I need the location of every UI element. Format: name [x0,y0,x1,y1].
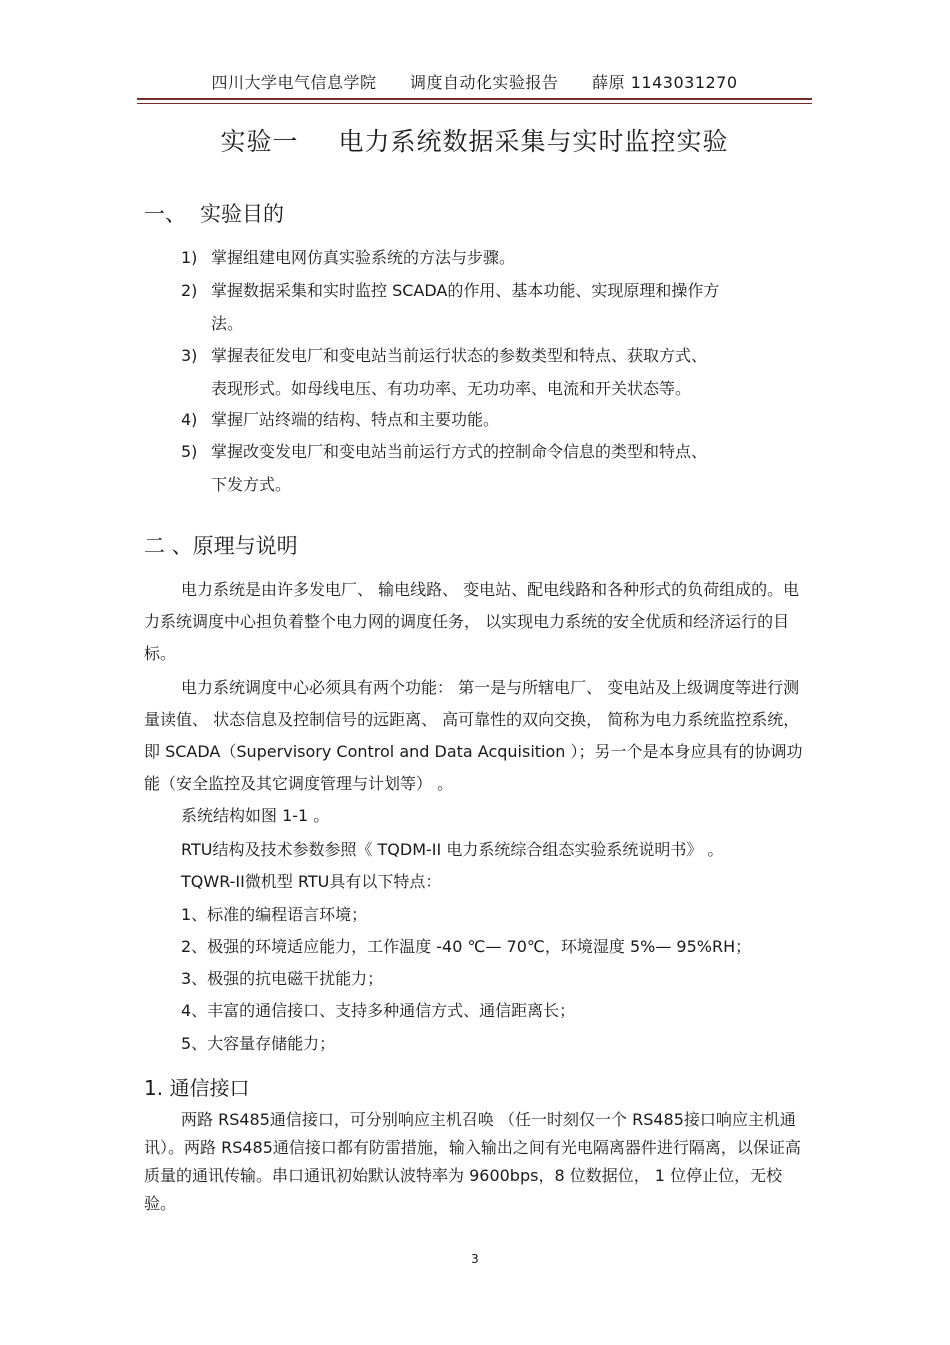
header-rule-thin [137,103,812,104]
objective-item [181,339,791,405]
paragraph: 系统结构如图 1-1 。 [181,806,330,825]
objective-continuation: 表现形式。如母线电压、有功功率、无功功率、电流和开关状态等。 [211,379,692,398]
objective-text: 掌握表征发电厂和变电站当前运行状态的参数类型和特点、获取方式、 [211,346,708,365]
section-heading-principles [144,530,298,560]
header-rule-thick [137,98,812,100]
header-school: 四川大学电气信息学院 [211,73,377,92]
page-title [137,122,812,158]
section-heading-objectives [144,198,284,228]
title-experiment: 实验一 [220,127,299,156]
objective-item [181,274,791,340]
section-label: 二 、原理与说明 [144,534,298,558]
paragraph: 电力系统调度中心必须具有两个功能： 第一是与所辖电厂、 变电站及上级调度等进行测量读值、 状态信息及控制信号的远距离、 高可靠性的双向交换， 简称为电力系统监控系统，即 SCADA（Supervisory Control and Data Acquisition ）；另一个是本身应具有的协调功能（安全监控及其它调度管理与计划等） 。 [144,678,803,793]
running-header [137,70,812,93]
paragraph: RTU结构及技术参数参照《 TQDM-II 电力系统综合组态实验系统说明书》 。 [181,840,724,859]
objective-continuation: 下发方式。 [211,475,292,494]
paragraph: TQWR-II微机型 RTU具有以下特点： [181,872,442,891]
subsection-heading: 1. 通信接口 [144,1076,250,1100]
objective-text: 掌握数据采集和实时监控 SCADA的作用、基本功能、实现原理和操作方 [211,281,720,300]
page-number: 3 [471,1252,479,1266]
objective-number: 5) [181,442,198,461]
objective-continuation: 法。 [211,314,244,333]
feature-item: 3、极强的抗电磁干扰能力； [181,969,384,988]
objective-item [181,435,791,501]
paragraph: 两路 RS485通信接口，可分别响应主机召唤 （任一时刻仅一个 RS485接口响应主机通讯）。两路 RS485通信接口都有防雷措施，输入输出之间有光电隔离器件进行隔离，以保证高质量的通讯传输。串口通讯初始默认波特率为 9600bps，8 位数据位， 1 位停止位，无校验。 [144,1110,801,1213]
objective-number: 2) [181,281,198,300]
objective-text: 掌握组建电网仿真实验系统的方法与步骤。 [211,248,516,267]
objective-text: 掌握厂站终端的结构、特点和主要功能。 [211,410,500,429]
header-report: 调度自动化实验报告 [410,73,559,92]
header-author: 薛原 1143031270 [592,73,738,92]
objective-item [181,403,791,436]
section-number: 一、 [144,202,186,226]
objective-number: 1) [181,248,198,267]
feature-item: 1、标准的编程语言环境； [181,905,368,924]
section-label: 实验目的 [200,202,284,226]
title-name: 电力系统数据采集与实时监控实验 [338,127,729,156]
paragraph: 电力系统是由许多发电厂、 输电线路、 变电站、配电线路和各种形式的负荷组成的。电力系统调度中心担负着整个电力网的调度任务， 以实现电力系统的安全优质和经济运行的目标。 [144,580,800,663]
objective-text: 掌握改变发电厂和变电站当前运行方式的控制命令信息的类型和特点、 [211,442,708,461]
feature-item: 4、丰富的通信接口、支持多种通信方式、通信距离长； [181,1001,576,1020]
feature-item: 5、大容量存储能力； [181,1034,336,1053]
objective-number: 3) [181,346,198,365]
objective-item [181,241,791,274]
objective-number: 4) [181,410,198,429]
feature-item: 2、极强的环境适应能力，工作温度 -40 ℃— 70℃，环境湿度 5%— 95%RH； [181,937,752,956]
